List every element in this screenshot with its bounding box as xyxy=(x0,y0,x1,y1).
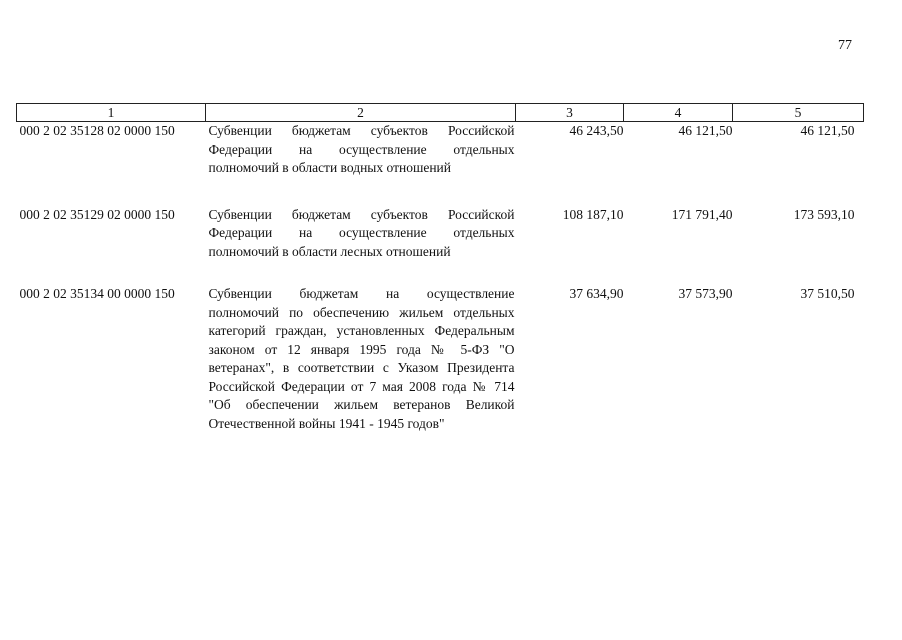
value-cell-5: 37 510,50 xyxy=(800,286,855,301)
value-cell-4: 37 573,90 xyxy=(678,286,733,301)
table-row xyxy=(17,285,864,433)
table-row xyxy=(17,206,864,286)
value-cell-4: 171 791,40 xyxy=(671,206,733,222)
column-header-code: 1 xyxy=(17,104,206,122)
budget-code-cell: 000 2 02 35128 02 0000 150 xyxy=(19,123,175,138)
column-header-name: 2 xyxy=(206,104,516,122)
value-cell-3: 46 243,50 xyxy=(569,123,624,138)
table-row xyxy=(17,122,864,206)
table-header-row xyxy=(17,104,864,122)
page-number: 77 xyxy=(838,38,852,53)
budget-table xyxy=(16,103,864,433)
value-cell-5: 173 593,10 xyxy=(793,206,855,222)
budget-code-cell: 000 2 02 35134 00 0000 150 xyxy=(19,286,175,301)
budget-code-cell: 000 2 02 35129 02 0000 150 xyxy=(19,206,175,222)
description-cell: Субвенции бюджетам субъектов Российской Федерации на осуществление отдельных полномочий в области лесных отношений xyxy=(208,206,515,259)
column-header-value-4: 4 xyxy=(624,104,733,122)
value-cell-5: 46 121,50 xyxy=(800,123,855,138)
value-cell-3: 37 634,90 xyxy=(569,286,624,301)
description-cell: Субвенции бюджетам на осуществление полномочий по обеспечению жильем отдельных категорий граждан, установленных Федеральным законом от 12 января 1995 года № 5-ФЗ "О ветеранах", в соответствии с Указом Президента Российской Федерации от 7 мая 2008 года № 714 "Об обеспечении жильем ветеранов Великой Отечественной войны 1941 - 1945 годов" xyxy=(208,286,515,431)
description-cell: Субвенции бюджетам субъектов Российской Федерации на осуществление отдельных полномочий в области водных отношений xyxy=(208,123,515,175)
value-cell-4: 46 121,50 xyxy=(678,123,733,138)
column-header-value-3: 3 xyxy=(516,104,624,122)
column-header-value-5: 5 xyxy=(733,104,864,122)
value-cell-3: 108 187,10 xyxy=(562,206,624,222)
